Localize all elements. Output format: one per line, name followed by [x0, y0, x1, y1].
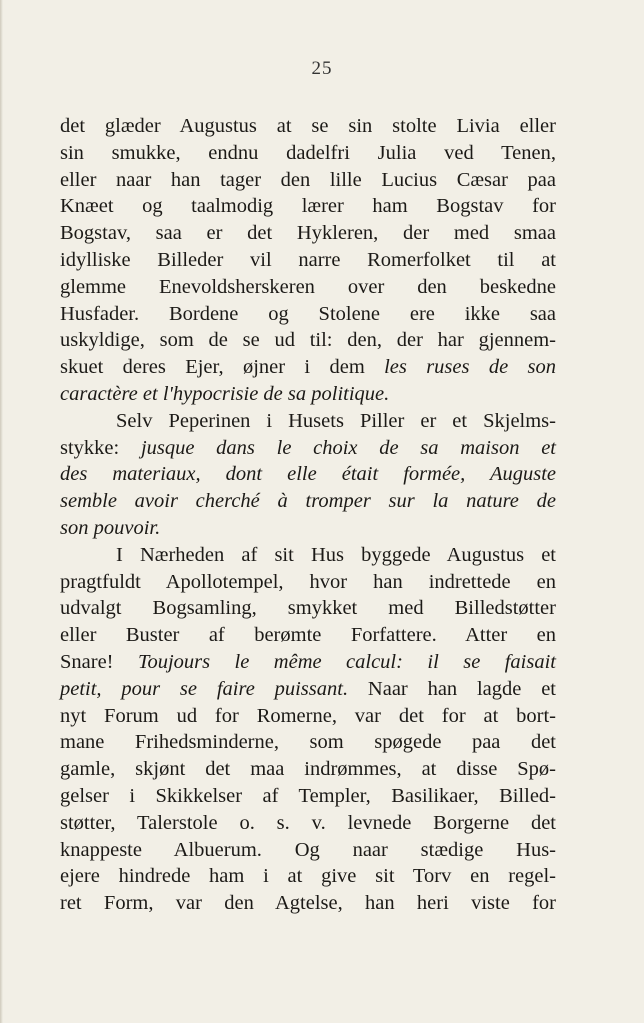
text-segment: det glæder Augustus at se sin stolte Livia eller — [60, 115, 556, 137]
text-segment: skuet deres Ejer, øjner i dem — [60, 356, 385, 379]
text-line — [60, 810, 556, 837]
text-segment: nyt Forum ud for Romerne, var det for at bort- — [60, 704, 556, 727]
text-line — [60, 890, 556, 917]
text-line — [60, 863, 556, 890]
text-segment: Husfader. Bordene og Stolene ere ikke saa — [60, 302, 556, 325]
text-segment: stykke: — [60, 436, 141, 459]
text-line — [60, 461, 556, 488]
text-segment: Knæet og taalmodig lærer ham Bogstav for — [60, 195, 556, 218]
text-segment: mane Frihedsminderne, som spøgede paa det — [60, 731, 556, 754]
text-segment: udvalgt Bogsamling, smykket med Billedstøtter — [60, 597, 556, 620]
body-text — [60, 113, 556, 917]
text-line — [60, 569, 556, 596]
text-segment: Snare! — [60, 650, 138, 673]
text-line — [60, 435, 556, 462]
text-segment: glemme Enevoldsherskeren over den beskedne — [60, 275, 556, 298]
text-line — [60, 703, 556, 730]
page-edge-shadow — [0, 0, 3, 1023]
text-line — [60, 515, 556, 542]
text-line — [60, 542, 556, 569]
text-segment: gelser i Skikkelser af Templer, Basilikaer, Billed- — [60, 784, 556, 807]
text-segment: støtter, Talerstole o. s. v. levnede Borgerne det — [60, 811, 556, 834]
text-line — [60, 837, 556, 864]
text-line — [60, 193, 556, 220]
text-line — [60, 140, 556, 167]
text-line — [60, 274, 556, 301]
text-line — [60, 729, 556, 756]
text-line — [60, 676, 556, 703]
text-segment: ejere hindrede ham i at give sit Torv en regel- — [60, 865, 556, 888]
text-segment: I Nærheden af sit Hus byggede Augustus et — [116, 543, 556, 566]
text-line — [60, 622, 556, 649]
text-line — [60, 220, 556, 247]
text-segment: pragtfuldt Apollotempel, hvor han indrettede en — [60, 570, 556, 593]
text-segment: knappeste Albuerum. Og naar stædige Hus- — [60, 838, 556, 861]
text-line — [60, 301, 556, 328]
text-segment: Naar han lagde et — [348, 677, 556, 700]
text-line — [60, 381, 556, 408]
text-segment: eller Buster af berømte Forfattere. Atter en — [60, 624, 556, 647]
italic-text-segment: Toujours le même calcul: il se faisait — [137, 650, 556, 673]
italic-text-segment: caractère et l'hypocrisie de sa politique. — [60, 382, 390, 405]
text-line — [60, 354, 556, 381]
text-segment: Bogstav, saa er det Hykleren, der med smaa — [60, 222, 556, 245]
text-segment: gamle, skjønt det maa indrømmes, at disse Spø- — [60, 758, 556, 781]
text-line — [60, 649, 556, 676]
text-line — [60, 756, 556, 783]
text-line — [60, 113, 556, 140]
text-segment: ret Form, var den Agtelse, han heri viste for — [60, 892, 556, 915]
italic-text-segment: son pouvoir. — [60, 516, 161, 539]
text-line — [60, 408, 556, 435]
text-segment: sin smukke, endnu dadelfri Julia ved Tenen, — [60, 141, 556, 164]
text-line — [60, 488, 556, 515]
text-line — [60, 327, 556, 354]
text-line — [60, 167, 556, 194]
italic-text-segment: semble avoir cherché à tromper sur la nature de — [60, 490, 556, 513]
text-line — [60, 595, 556, 622]
italic-text-segment: petit, pour se faire puissant. — [60, 677, 349, 700]
text-segment: uskyldige, som de se ud til: den, der har gjennem- — [60, 329, 556, 352]
italic-text-segment: les ruses de son — [384, 356, 556, 379]
text-line — [60, 783, 556, 810]
page-number: 25 — [311, 58, 333, 79]
text-segment: idylliske Billeder vil narre Romerfolket til at — [60, 248, 556, 271]
text-segment: eller naar han tager den lille Lucius Cæsar paa — [60, 168, 556, 191]
text-segment: Selv Peperinen i Husets Piller er et Skjelms- — [116, 409, 556, 432]
italic-text-segment: jusque dans le choix de sa maison et — [140, 436, 556, 459]
text-line — [60, 247, 556, 274]
italic-text-segment: des materiaux, dont elle était formée, Auguste — [60, 463, 556, 486]
